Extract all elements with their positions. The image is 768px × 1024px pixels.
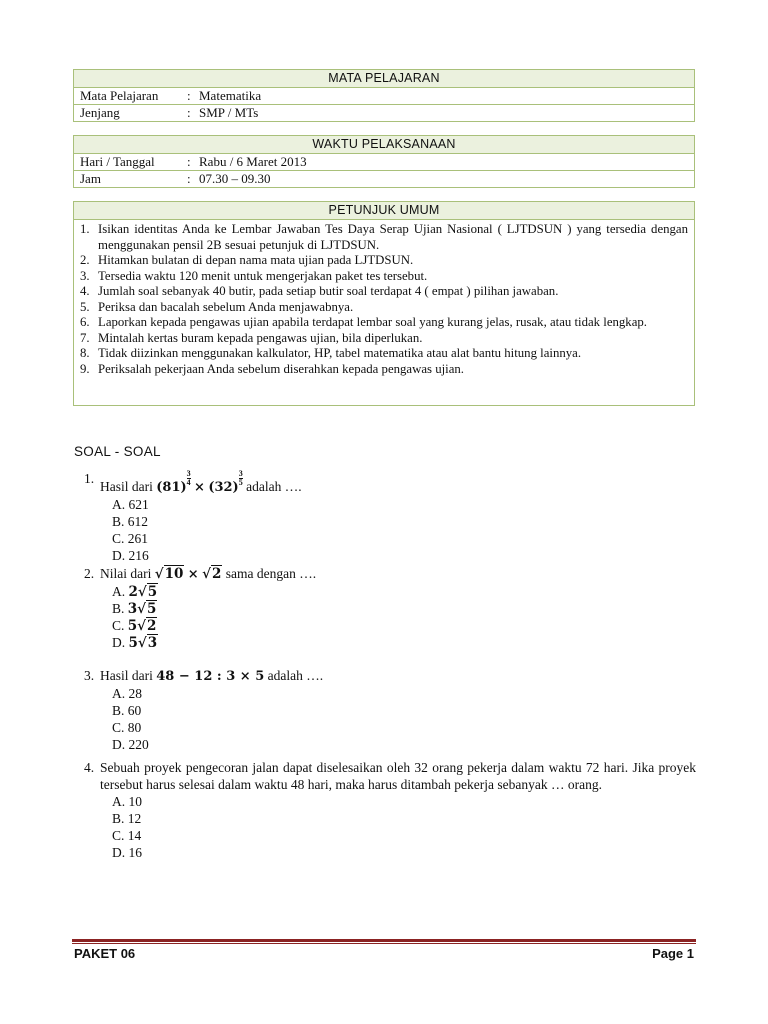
mata-pelajaran-table [73, 69, 695, 122]
question-4 [84, 759, 696, 861]
list-item: 7. Mintalah kertas buram kepada pengawas ujian, bila diperlukan. [80, 330, 423, 345]
answer-option: A. 28 [112, 686, 142, 701]
answer-option: C. 80 [112, 720, 142, 735]
question-stem: Hasil dari (81) $\frac{3}{4}$ × (32) $\frac{3}{5}$ adalah …. [100, 469, 302, 495]
list-item: 4. Jumlah soal sebanyak 40 butir, pada setiap butir soal terdapat 4 ( empat ) pilihan jawaban. [80, 284, 559, 298]
answer-option: D. 220 [112, 737, 149, 752]
question-number: 3. [84, 668, 95, 683]
list-item: 9. Periksalah pekerjaan Anda sebelum diserahkan kepada pengawas ujian. [80, 361, 464, 376]
answer-option: A. 10 [112, 794, 142, 809]
question-stem: Nilai dari √10 × √2 sama dengan …. [100, 566, 317, 582]
row-value: 07.30 – 09.30 [199, 171, 271, 186]
answer-options [112, 685, 696, 753]
mata-pelajaran-header: MATA PELAJARAN [74, 70, 694, 88]
question-number: 1. [84, 471, 95, 486]
petunjuk-header: PETUNJUK UMUM [74, 202, 694, 220]
row-label: Jam [80, 171, 101, 186]
table-row: Mata Pelajaran : Matematika [74, 88, 694, 105]
answer-option: B. 612 [112, 514, 149, 529]
section-title: SOAL - SOAL [74, 444, 161, 459]
list-item: 5. Periksa dan bacalah sebelum Anda menjawabnya. [80, 299, 354, 314]
question-3 [84, 667, 696, 753]
list-item: 2. Hitamkan bulatan di depan nama mata ujian pada LJTDSUN. [80, 253, 414, 267]
table-row: Hari / Tanggal : Rabu / 6 Maret 2013 [74, 154, 694, 171]
row-label: Mata Pelajaran [80, 88, 159, 103]
waktu-header: WAKTU PELAKSANAAN [74, 136, 694, 154]
question-stem: Sebuah proyek pengecoran jalan dapat diselesaikan oleh 32 orang pekerja dalam waktu 72 hari. Jika proyek tersebut harus selesai dalam waktu 48 hari, maka harus ditambah pekerja sebanyak … orang. [100, 760, 696, 792]
list-item: 6. Laporkan kepada pengawas ujian apabila terdapat lembar soal yang kurang jelas, rusak, atau tidak lengkap. [80, 315, 647, 329]
answer-option: D. 16 [112, 845, 142, 860]
answer-option: B. 12 [112, 811, 142, 826]
answer-option: C. 261 [112, 531, 149, 546]
answer-option: C. 5√2 [112, 618, 157, 634]
row-label: Jenjang [80, 105, 120, 120]
list-item: 1. Isikan identitas Anda ke Lembar Jawaban Tes Daya Serap Ujian Nasional ( LJTDSUN ) yang tersedia dengan menggunakan pensil 2B sesuai petunjuk di LJTDSUN. [80, 222, 688, 252]
footer-rule-thin [72, 943, 696, 944]
footer-page-number: Page 1 [652, 946, 694, 961]
answer-option: A. 2√5 [112, 584, 158, 600]
row-value: Matematika [199, 88, 262, 103]
answer-option: B. 60 [112, 703, 142, 718]
answer-option: A. 621 [112, 497, 149, 512]
answer-options [112, 793, 696, 861]
answer-option: B. 3√5 [112, 601, 157, 617]
table-row: Jam : 07.30 – 09.30 [80, 171, 271, 186]
question-number: 4. [84, 760, 95, 775]
list-item: 3. Tersedia waktu 120 menit untuk mengerjakan paket tes tersebut. [80, 268, 428, 283]
waktu-pelaksanaan-table [73, 135, 695, 188]
row-value: SMP / MTs [199, 105, 259, 120]
list-item: 8. Tidak diizinkan menggunakan kalkulator, HP, tabel matematika atau alat bantu hitung lainnya. [80, 346, 582, 360]
petunjuk-umum-box [73, 201, 695, 406]
question-1 [84, 470, 696, 564]
answer-option: C. 14 [112, 828, 142, 843]
table-row: Jenjang : SMP / MTs [80, 105, 259, 120]
answer-options [112, 496, 696, 564]
answer-option: D. 216 [112, 548, 149, 563]
question-stem: Hasil dari 48 − 12 : 3 × 5 adalah …. [100, 668, 324, 684]
answer-options [112, 583, 696, 651]
row-value: Rabu / 6 Maret 2013 [199, 154, 307, 169]
petunjuk-list [74, 220, 694, 377]
footer-paket: PAKET 06 [74, 946, 136, 961]
question-number: 2. [84, 566, 95, 581]
answer-option: D. 5√3 [112, 635, 158, 651]
footer-rule [72, 939, 696, 942]
row-label: Hari / Tanggal [80, 154, 155, 169]
question-2 [84, 565, 696, 651]
